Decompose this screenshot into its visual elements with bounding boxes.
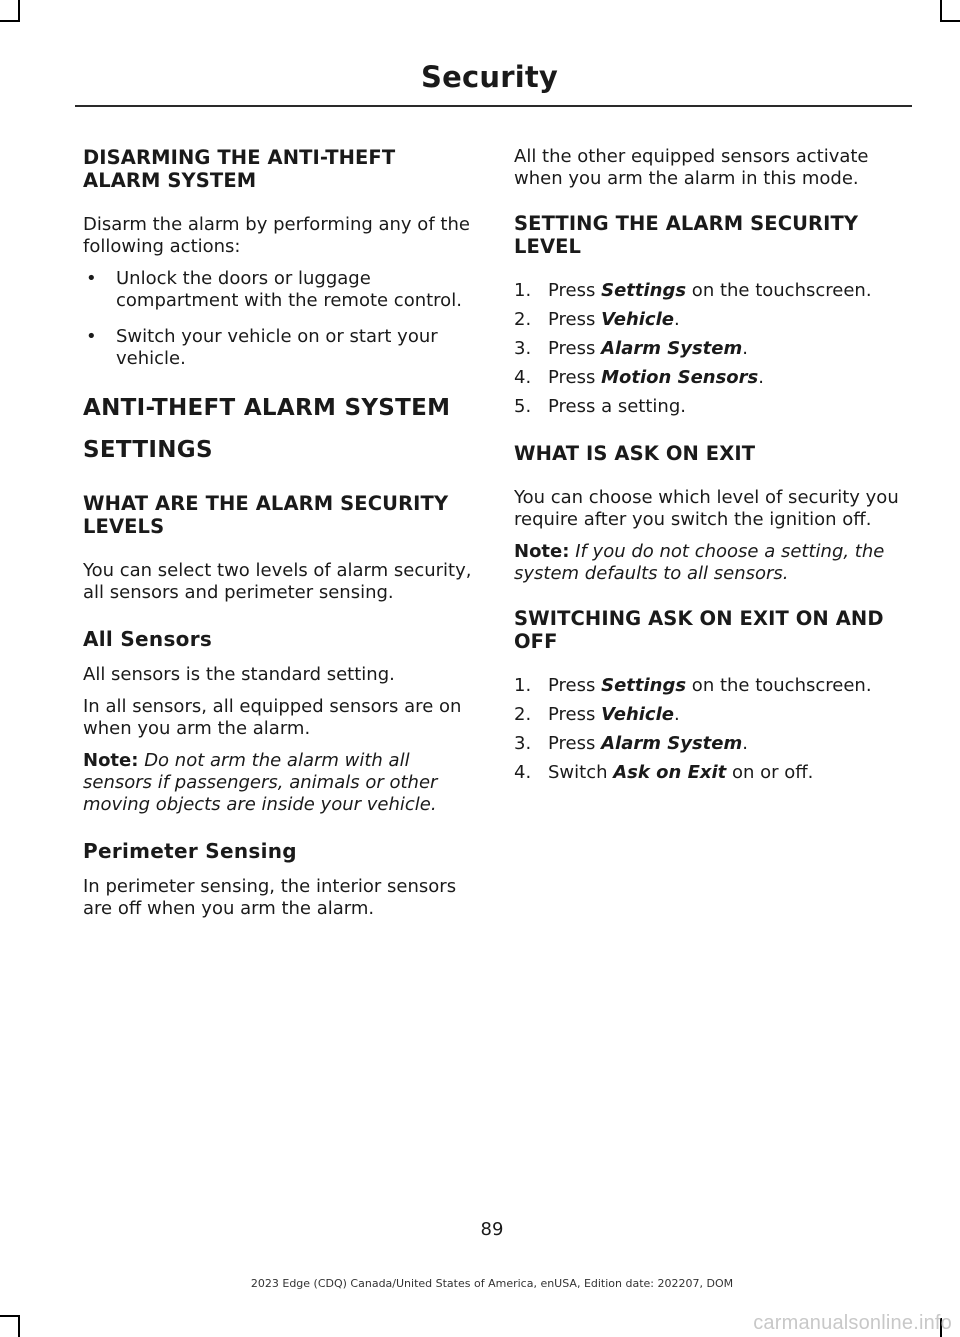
step-number: 1. bbox=[514, 280, 532, 301]
step-text: on or off. bbox=[726, 762, 814, 783]
bullet-text: Unlock the doors or luggage compartment with the remote control. bbox=[116, 268, 462, 311]
left-column bbox=[83, 146, 478, 930]
step-number: 2. bbox=[514, 309, 532, 330]
list-item bbox=[514, 338, 909, 360]
levels-heading: WHAT ARE THE ALARM SECURITY LEVELS bbox=[83, 492, 449, 538]
step-text: . bbox=[742, 733, 748, 754]
crop-mark-top-right bbox=[940, 0, 942, 22]
list-item bbox=[514, 704, 909, 726]
list-item bbox=[514, 675, 909, 697]
edition-footer: 2023 Edge (CDQ) Canada/United States of America, enUSA, Edition date: 202207, DOM bbox=[250, 1277, 734, 1290]
disarm-intro: Disarm the alarm by performing any of the following actions: bbox=[83, 214, 470, 257]
step-text: on the touchscreen. bbox=[686, 675, 872, 696]
step-number: 2. bbox=[514, 704, 532, 725]
list-item bbox=[514, 367, 909, 389]
disarm-heading: DISARMING THE ANTI-THEFT ALARM SYSTEM bbox=[83, 146, 396, 192]
all-sensors-paragraph-2: In all sensors, all equipped sensors are on when you arm the alarm. bbox=[83, 696, 462, 739]
list-item bbox=[514, 762, 909, 784]
setting-level-heading: SETTING THE ALARM SECURITY LEVEL bbox=[514, 212, 859, 258]
list-item bbox=[514, 280, 909, 302]
crop-mark-top-left-h bbox=[0, 20, 20, 22]
step-number: 4. bbox=[514, 367, 532, 388]
step-text: Switch bbox=[548, 762, 614, 783]
step-number: 1. bbox=[514, 675, 532, 696]
crop-mark-bottom-left bbox=[18, 1315, 20, 1337]
step-text: Press bbox=[548, 704, 602, 725]
step-number: 3. bbox=[514, 733, 532, 754]
list-item bbox=[514, 309, 909, 331]
ask-on-exit-paragraph: You can choose which level of security you require after you switch the ignition off. bbox=[514, 487, 899, 530]
perimeter-heading: Perimeter Sensing bbox=[83, 839, 297, 863]
step-text: Press bbox=[548, 733, 602, 754]
step-text: Press bbox=[548, 280, 602, 301]
bullet-text: Switch your vehicle on or start your vehicle. bbox=[116, 326, 438, 369]
list-item bbox=[514, 396, 909, 418]
ui-term: Settings bbox=[601, 675, 687, 696]
note-text: If you do not choose a setting, the system defaults to all sensors. bbox=[514, 541, 885, 584]
page-header-title: Security bbox=[421, 60, 558, 94]
crop-mark-bottom-left-h bbox=[0, 1315, 20, 1317]
list-item bbox=[83, 268, 478, 312]
note-ask-on-exit bbox=[514, 541, 909, 585]
step-number: 4. bbox=[514, 762, 532, 783]
ask-on-exit-heading: WHAT IS ASK ON EXIT bbox=[514, 442, 756, 465]
setting-level-steps bbox=[514, 280, 909, 418]
switch-ask-on-exit-steps bbox=[514, 675, 909, 784]
note-text: Do not arm the alarm with all sensors if passengers, animals or other moving objects are inside your vehicle. bbox=[83, 750, 438, 815]
all-sensors-paragraph-1: All sensors is the standard setting. bbox=[83, 664, 395, 685]
bullet-mark: • bbox=[86, 268, 97, 289]
perimeter-paragraph-2: All the other equipped sensors activate when you arm the alarm in this mode. bbox=[514, 146, 869, 189]
right-column bbox=[514, 146, 909, 808]
disarm-bullet-list bbox=[83, 268, 478, 370]
settings-heading-line2: SETTINGS bbox=[83, 437, 213, 463]
step-text: . bbox=[758, 367, 765, 388]
note-label: Note: bbox=[514, 541, 570, 562]
ui-term: Vehicle bbox=[601, 704, 674, 725]
ui-term: Alarm System bbox=[601, 733, 743, 754]
all-sensors-heading: All Sensors bbox=[83, 627, 213, 651]
levels-intro: You can select two levels of alarm security, all sensors and perimeter sensing. bbox=[83, 560, 472, 603]
page-number: 89 bbox=[480, 1219, 504, 1240]
watermark: carmanualsonline.info bbox=[753, 1312, 952, 1334]
perimeter-paragraph-1: In perimeter sensing, the interior sensors are off when you arm the alarm. bbox=[83, 876, 457, 919]
ui-term: Motion Sensors bbox=[601, 367, 759, 388]
step-text: Press bbox=[548, 675, 602, 696]
step-text: Press bbox=[548, 338, 602, 359]
ui-term: Settings bbox=[601, 280, 687, 301]
step-text: . bbox=[673, 704, 680, 725]
note-label: Note: bbox=[83, 750, 139, 771]
step-number: 3. bbox=[514, 338, 532, 359]
header-divider bbox=[75, 105, 912, 107]
crop-mark-top-left bbox=[18, 0, 20, 22]
ui-term: Vehicle bbox=[601, 309, 674, 330]
list-item bbox=[83, 326, 478, 370]
bullet-mark: • bbox=[86, 326, 97, 347]
step-text: on the touchscreen. bbox=[686, 280, 872, 301]
crop-mark-top-right-h bbox=[940, 20, 960, 22]
note-all-sensors bbox=[83, 750, 478, 816]
step-text: Press bbox=[548, 367, 602, 388]
step-text: . bbox=[742, 338, 748, 359]
ui-term: Alarm System bbox=[601, 338, 743, 359]
step-text: . bbox=[673, 309, 680, 330]
step-text: Press a setting. bbox=[548, 396, 686, 417]
step-number: 5. bbox=[514, 396, 532, 417]
ui-term: Ask on Exit bbox=[613, 762, 727, 783]
settings-major-heading bbox=[83, 394, 478, 464]
settings-heading-line1: ANTI-THEFT ALARM SYSTEM bbox=[83, 395, 451, 421]
list-item bbox=[514, 733, 909, 755]
switch-ask-on-exit-heading: SWITCHING ASK ON EXIT ON AND OFF bbox=[514, 607, 884, 653]
step-text: Press bbox=[548, 309, 602, 330]
